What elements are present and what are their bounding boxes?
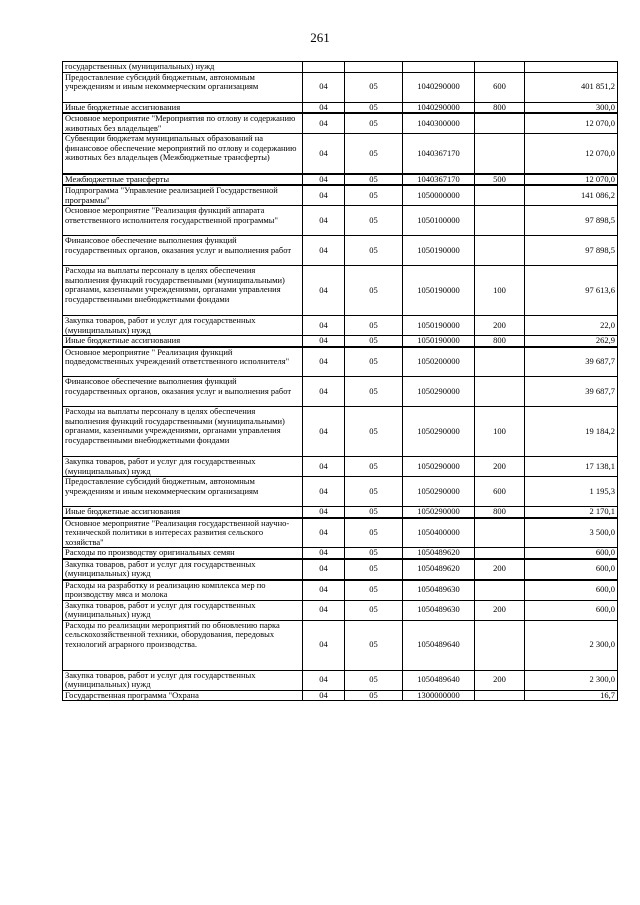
cell-csr: 1050290000 — [403, 477, 475, 507]
cell-vr: 800 — [475, 507, 525, 518]
cell-vr — [475, 236, 525, 266]
cell-pr: 05 — [345, 266, 403, 316]
cell-rz: 04 — [303, 670, 345, 690]
cell-vr — [475, 206, 525, 236]
cell-pr: 05 — [345, 134, 403, 174]
cell-sum: 97 898,5 — [525, 206, 618, 236]
cell-pr: 05 — [345, 174, 403, 186]
cell-sum: 1 195,3 — [525, 477, 618, 507]
cell-name: Финансовое обеспечение выполнения функций государственных органов, оказания услуг и выполнения работ — [63, 236, 303, 266]
table-row — [63, 377, 618, 407]
cell-pr: 05 — [345, 316, 403, 336]
table-row — [63, 507, 618, 518]
cell-vr: 500 — [475, 174, 525, 186]
cell-sum: 600,0 — [525, 559, 618, 580]
cell-sum: 97 613,6 — [525, 266, 618, 316]
cell-pr: 05 — [345, 407, 403, 457]
table-row — [63, 580, 618, 601]
cell-csr: 1050400000 — [403, 518, 475, 548]
cell-name: Расходы на разработку и реализацию комплекса мер по производству мяса и молока — [63, 580, 303, 601]
cell-vr — [475, 690, 525, 701]
cell-name: Иные бюджетные ассигнования — [63, 102, 303, 113]
cell-rz: 04 — [303, 134, 345, 174]
cell-vr: 100 — [475, 266, 525, 316]
cell-rz: 04 — [303, 113, 345, 134]
cell-name: Основное мероприятие " Реализация функций подведомственных учреждений ответственного исполнителя" — [63, 347, 303, 377]
cell-pr: 05 — [345, 600, 403, 620]
cell-sum: 600,0 — [525, 548, 618, 559]
cell-vr: 200 — [475, 670, 525, 690]
cell-rz: 04 — [303, 266, 345, 316]
table-row — [63, 600, 618, 620]
table-row — [63, 670, 618, 690]
cell-pr: 05 — [345, 507, 403, 518]
cell-sum: 600,0 — [525, 600, 618, 620]
cell-name: Предоставление субсидий бюджетным, автономным учреждениям и иным некоммерческим организациям — [63, 477, 303, 507]
cell-name: Финансовое обеспечение выполнения функций государственных органов, оказания услуг и выполнения работ — [63, 377, 303, 407]
cell-vr — [475, 62, 525, 73]
table-row — [63, 206, 618, 236]
cell-csr: 1050190000 — [403, 316, 475, 336]
cell-csr: 1050000000 — [403, 185, 475, 206]
table-row — [63, 690, 618, 701]
cell-csr — [403, 62, 475, 73]
table-row — [63, 620, 618, 670]
cell-vr — [475, 377, 525, 407]
cell-csr: 1050290000 — [403, 507, 475, 518]
cell-pr: 05 — [345, 580, 403, 601]
cell-rz: 04 — [303, 559, 345, 580]
table-row — [63, 62, 618, 73]
cell-vr — [475, 113, 525, 134]
cell-name: Основное мероприятие "Реализация государственной научно-технической политики в интересах развития сельского хозяйства" — [63, 518, 303, 548]
cell-sum: 19 184,2 — [525, 407, 618, 457]
cell-rz: 04 — [303, 185, 345, 206]
cell-rz: 04 — [303, 457, 345, 477]
cell-name: Государственная программа "Охрана — [63, 690, 303, 701]
cell-name: Закупка товаров, работ и услуг для государственных (муниципальных) нужд — [63, 316, 303, 336]
cell-sum: 12 070,0 — [525, 134, 618, 174]
cell-vr: 200 — [475, 316, 525, 336]
cell-sum: 141 086,2 — [525, 185, 618, 206]
cell-pr: 05 — [345, 548, 403, 559]
cell-csr: 1040367170 — [403, 134, 475, 174]
cell-vr — [475, 620, 525, 670]
cell-vr — [475, 518, 525, 548]
cell-rz: 04 — [303, 102, 345, 113]
cell-sum: 12 070,0 — [525, 174, 618, 186]
cell-name: Предоставление субсидий бюджетным, автономным учреждениям и иным некоммерческим организациям — [63, 72, 303, 102]
cell-csr: 1050290000 — [403, 377, 475, 407]
page-number: 261 — [310, 30, 330, 45]
cell-sum: 16,7 — [525, 690, 618, 701]
cell-name: Основное мероприятие "Реализация функций аппарата ответственного исполнителя государственной программы" — [63, 206, 303, 236]
cell-rz: 04 — [303, 690, 345, 701]
cell-csr: 1300000000 — [403, 690, 475, 701]
cell-sum: 3 500,0 — [525, 518, 618, 548]
cell-pr: 05 — [345, 670, 403, 690]
cell-csr: 1050200000 — [403, 347, 475, 377]
cell-sum: 600,0 — [525, 580, 618, 601]
cell-rz: 04 — [303, 600, 345, 620]
table-row — [63, 266, 618, 316]
cell-rz: 04 — [303, 477, 345, 507]
cell-pr: 05 — [345, 620, 403, 670]
cell-csr: 1050190000 — [403, 266, 475, 316]
cell-sum: 2 300,0 — [525, 620, 618, 670]
cell-vr: 800 — [475, 102, 525, 113]
cell-csr: 1050190000 — [403, 336, 475, 347]
cell-csr: 1040290000 — [403, 72, 475, 102]
table-row — [63, 457, 618, 477]
cell-rz: 04 — [303, 507, 345, 518]
table-row — [63, 134, 618, 174]
cell-pr: 05 — [345, 185, 403, 206]
cell-rz: 04 — [303, 236, 345, 266]
cell-rz: 04 — [303, 518, 345, 548]
table-row — [63, 559, 618, 580]
table-row — [63, 336, 618, 347]
cell-csr: 1050489640 — [403, 620, 475, 670]
cell-vr: 200 — [475, 457, 525, 477]
cell-pr: 05 — [345, 690, 403, 701]
table-row — [63, 518, 618, 548]
cell-sum: 12 070,0 — [525, 113, 618, 134]
cell-name: государственных (муниципальных) нужд — [63, 62, 303, 73]
cell-sum: 39 687,7 — [525, 377, 618, 407]
cell-vr — [475, 548, 525, 559]
cell-pr: 05 — [345, 477, 403, 507]
cell-vr: 800 — [475, 336, 525, 347]
cell-name: Расходы на выплаты персоналу в целях обеспечения выполнения функций государственными (муниципальными) органами, казенными учреждениями, органами управления государственными внебюджетными фондами — [63, 407, 303, 457]
cell-name: Расходы по производству оригинальных семян — [63, 548, 303, 559]
cell-name: Иные бюджетные ассигнования — [63, 336, 303, 347]
cell-rz: 04 — [303, 548, 345, 559]
cell-name: Межбюджетные трансферты — [63, 174, 303, 186]
table-row — [63, 102, 618, 113]
cell-vr: 100 — [475, 407, 525, 457]
cell-rz: 04 — [303, 316, 345, 336]
cell-vr: 600 — [475, 72, 525, 102]
cell-csr: 1050190000 — [403, 236, 475, 266]
cell-rz: 04 — [303, 336, 345, 347]
cell-pr: 05 — [345, 206, 403, 236]
table-row — [63, 113, 618, 134]
cell-pr: 05 — [345, 336, 403, 347]
table-row — [63, 236, 618, 266]
cell-csr: 1050489640 — [403, 670, 475, 690]
cell-pr — [345, 62, 403, 73]
cell-rz: 04 — [303, 620, 345, 670]
cell-name: Закупка товаров, работ и услуг для государственных (муниципальных) нужд — [63, 457, 303, 477]
cell-csr: 1050489620 — [403, 548, 475, 559]
cell-csr: 1040290000 — [403, 102, 475, 113]
cell-pr: 05 — [345, 72, 403, 102]
cell-csr: 1050290000 — [403, 457, 475, 477]
cell-csr: 1050489620 — [403, 559, 475, 580]
cell-rz: 04 — [303, 407, 345, 457]
cell-csr: 1050290000 — [403, 407, 475, 457]
cell-sum: 97 898,5 — [525, 236, 618, 266]
cell-sum: 22,0 — [525, 316, 618, 336]
cell-rz: 04 — [303, 580, 345, 601]
cell-pr: 05 — [345, 236, 403, 266]
cell-vr — [475, 347, 525, 377]
cell-vr: 200 — [475, 559, 525, 580]
cell-pr: 05 — [345, 518, 403, 548]
cell-pr: 05 — [345, 102, 403, 113]
cell-name: Расходы на выплаты персоналу в целях обеспечения выполнения функций государственными (муниципальными) органами, казенными учреждениями, органами управления государственными внебюджетными фондами — [63, 266, 303, 316]
cell-pr: 05 — [345, 457, 403, 477]
cell-rz: 04 — [303, 347, 345, 377]
cell-pr: 05 — [345, 347, 403, 377]
cell-rz: 04 — [303, 206, 345, 236]
cell-csr: 1050489630 — [403, 600, 475, 620]
cell-rz: 04 — [303, 174, 345, 186]
cell-name: Расходы по реализации мероприятий по обновлению парка сельскохозяйственной техники, оборудования, передовых технологий аграрного производства. — [63, 620, 303, 670]
cell-sum: 2 170,1 — [525, 507, 618, 518]
table-row — [63, 185, 618, 206]
cell-name: Закупка товаров, работ и услуг для государственных (муниципальных) нужд — [63, 559, 303, 580]
cell-pr: 05 — [345, 113, 403, 134]
cell-vr: 200 — [475, 600, 525, 620]
cell-sum: 262,9 — [525, 336, 618, 347]
cell-sum: 2 300,0 — [525, 670, 618, 690]
cell-rz: 04 — [303, 72, 345, 102]
cell-sum: 39 687,7 — [525, 347, 618, 377]
cell-sum: 300,0 — [525, 102, 618, 113]
table-row — [63, 72, 618, 102]
cell-pr: 05 — [345, 377, 403, 407]
budget-table — [62, 61, 618, 701]
cell-vr — [475, 185, 525, 206]
table-row — [63, 407, 618, 457]
cell-name: Субвенции бюджетам муниципальных образований на финансовое обеспечение мероприятий по отлову и содержанию животных без владельцев (Межбюджетные трансферты) — [63, 134, 303, 174]
cell-sum — [525, 62, 618, 73]
table-row — [63, 347, 618, 377]
cell-csr: 1050489630 — [403, 580, 475, 601]
table-row — [63, 174, 618, 186]
cell-vr — [475, 580, 525, 601]
cell-csr: 1050100000 — [403, 206, 475, 236]
cell-name: Основное мероприятие "Мероприятия по отлову и содержанию животных без владельцев" — [63, 113, 303, 134]
table-row — [63, 548, 618, 559]
cell-vr: 600 — [475, 477, 525, 507]
cell-name: Подпрограмма "Управление реализацией Государственной программы" — [63, 185, 303, 206]
cell-rz: 04 — [303, 377, 345, 407]
cell-name: Иные бюджетные ассигнования — [63, 507, 303, 518]
table-row — [63, 477, 618, 507]
cell-pr: 05 — [345, 559, 403, 580]
cell-csr: 1040300000 — [403, 113, 475, 134]
cell-csr: 1040367170 — [403, 174, 475, 186]
table-row — [63, 316, 618, 336]
cell-sum: 17 138,1 — [525, 457, 618, 477]
cell-name: Закупка товаров, работ и услуг для государственных (муниципальных) нужд — [63, 670, 303, 690]
cell-sum: 401 851,2 — [525, 72, 618, 102]
cell-vr — [475, 134, 525, 174]
cell-rz — [303, 62, 345, 73]
cell-name: Закупка товаров, работ и услуг для государственных (муниципальных) нужд — [63, 600, 303, 620]
